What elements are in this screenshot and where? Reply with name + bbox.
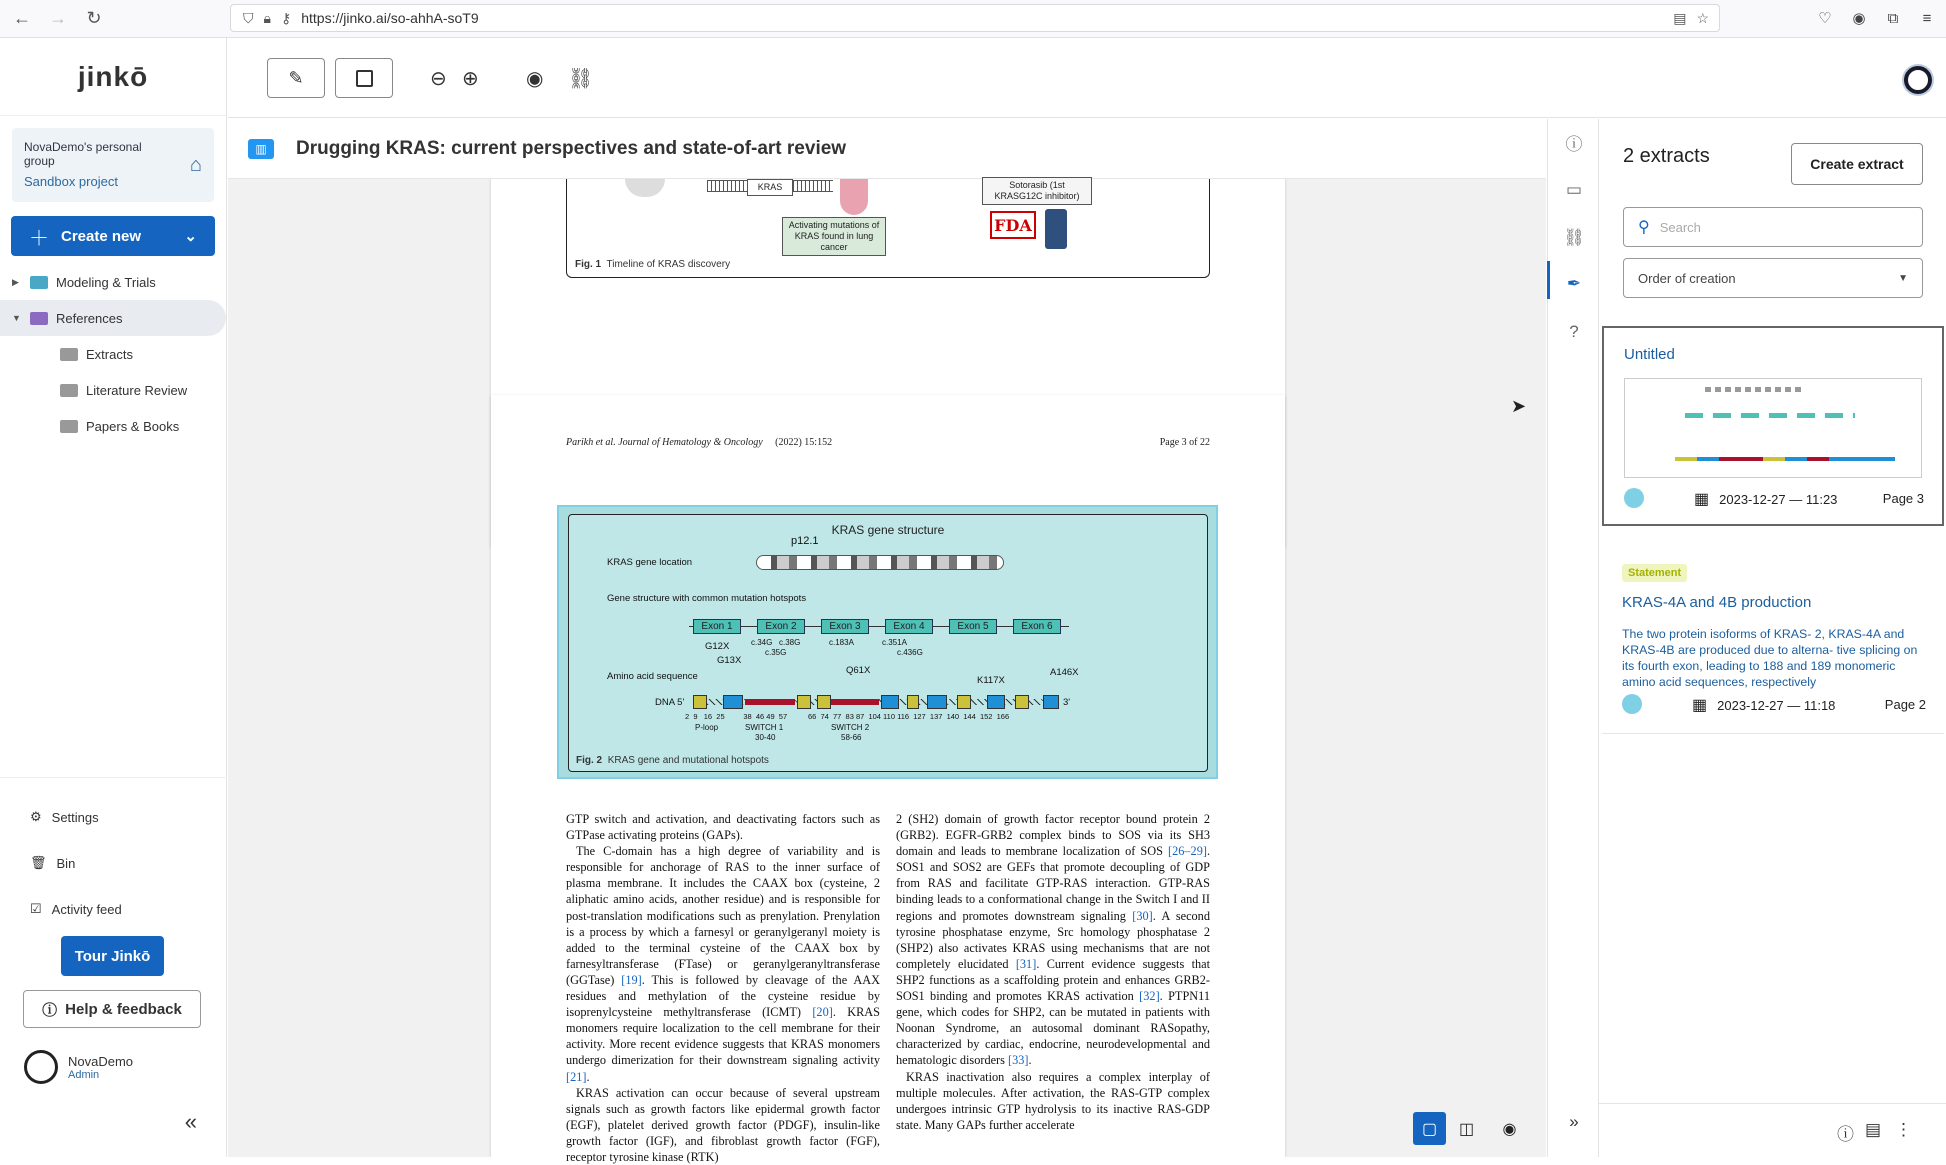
dna3-label: 3' bbox=[1063, 697, 1071, 708]
select-area-button[interactable] bbox=[335, 58, 393, 98]
exon-box: Exon 4 bbox=[885, 619, 933, 634]
citation-link[interactable]: [20] bbox=[812, 1005, 833, 1020]
search-icon: ⚲ bbox=[1638, 219, 1650, 236]
structure-label: Gene structure with common mutation hotspots bbox=[607, 593, 807, 604]
expand-panel-icon[interactable]: » bbox=[1569, 1112, 1579, 1131]
caption-label: Fig. 2 bbox=[576, 755, 603, 766]
user-role: Admin bbox=[68, 1068, 100, 1081]
hotspot-label: K117X bbox=[977, 675, 1005, 686]
question-icon: ⓘ bbox=[42, 1001, 58, 1019]
alpha1-box bbox=[723, 695, 743, 709]
citation-link[interactable]: [21] bbox=[566, 1069, 587, 1084]
text-run: . Current evidence suggests that SHP2 functions as a scaffolding protein and enhances GRB2-SOS1 binding and promotes KRAS activation bbox=[896, 956, 1211, 1004]
tree-item-modeling[interactable] bbox=[0, 264, 226, 300]
more-vertical-icon[interactable]: ⋮ bbox=[1895, 1120, 1912, 1139]
tree-item-label: References bbox=[56, 310, 123, 326]
status-dot bbox=[1622, 694, 1642, 714]
switch2-label: SWITCH 2 bbox=[831, 723, 870, 732]
forward-icon[interactable]: → bbox=[49, 8, 67, 28]
browser-toolbar bbox=[0, 0, 1946, 38]
search-input[interactable] bbox=[1623, 207, 1923, 247]
pocket-icon[interactable]: ♡ bbox=[1818, 10, 1832, 27]
settings-label: Settings bbox=[51, 809, 99, 825]
tree-item-extracts[interactable] bbox=[0, 336, 226, 372]
mutation-label: c.183A bbox=[829, 638, 854, 647]
project-name[interactable]: Sandbox project bbox=[24, 174, 118, 189]
switch2-bar bbox=[825, 699, 879, 705]
bin-link[interactable] bbox=[0, 840, 227, 886]
bookmark-star-icon[interactable]: ☆ bbox=[1696, 9, 1709, 26]
extract-date bbox=[1694, 489, 1837, 509]
page-number: Page 3 of 22 bbox=[1159, 437, 1210, 448]
url-text: https://jinko.ai/so-ahhA-soT9 bbox=[301, 10, 479, 26]
ploop-label: P-loop bbox=[695, 723, 719, 732]
document-titlebar bbox=[228, 119, 1546, 179]
thumb-exon-row bbox=[1685, 413, 1855, 418]
home-icon[interactable]: ⌂ bbox=[189, 154, 202, 176]
shield-icon: ⛉ bbox=[243, 9, 254, 26]
zoom-in-icon[interactable]: ⊕ bbox=[462, 68, 479, 90]
citation-link[interactable]: [31] bbox=[1015, 956, 1037, 971]
p121-label: p12.1 bbox=[791, 535, 819, 547]
create-new-button[interactable] bbox=[11, 216, 215, 256]
extract-card[interactable] bbox=[1602, 534, 1944, 734]
text-run: . PTPN11 gene, which codes for SHP2, can be mutated in patients with Noonan Syndrome, an autosomal dominant RASopathy, characterized by cardiac, endocrine, neurodevelopmental and hematologic disorders bbox=[896, 989, 1211, 1068]
caption-label: Fig. 1 bbox=[575, 259, 602, 270]
annotate-pen-button[interactable]: ✎ bbox=[267, 58, 325, 98]
lungs-image bbox=[840, 179, 868, 215]
status-dot bbox=[1624, 488, 1644, 508]
user-profile[interactable] bbox=[0, 1050, 227, 1084]
create-extract-button[interactable]: Create extract bbox=[1791, 143, 1923, 185]
extract-date bbox=[1692, 695, 1835, 715]
extract-title: Untitled bbox=[1624, 346, 1675, 363]
tree-item-label: Papers & Books bbox=[86, 418, 180, 434]
sidebar bbox=[0, 38, 227, 1157]
folder-icon bbox=[60, 420, 78, 433]
square-icon bbox=[356, 70, 373, 87]
chevron-down-icon[interactable]: ⌄ bbox=[184, 228, 197, 245]
hotspot-label: Q61X bbox=[846, 665, 871, 676]
hotspot-label: A146X bbox=[1050, 667, 1079, 678]
figure-title: KRAS gene structure bbox=[831, 523, 945, 537]
text-column-right bbox=[896, 811, 1210, 1133]
dropdown-arrow-icon: ▼ bbox=[1898, 272, 1908, 284]
text-run: . A second tyrosine phosphatase enzyme, Src homology phosphatase 2 (SHP2) also activates KRAS using mechanisms that are not completely elucidated bbox=[896, 908, 1210, 971]
switch2-range: 58-66 bbox=[841, 733, 862, 742]
extract-card[interactable] bbox=[1602, 326, 1944, 526]
activity-icon: ☑ bbox=[30, 901, 42, 916]
kras-tag: KRAS bbox=[747, 179, 793, 196]
jinko-logo[interactable]: jinkō bbox=[0, 38, 226, 116]
plus-icon: ＋ bbox=[29, 227, 49, 250]
figure-2 bbox=[568, 514, 1208, 772]
position-labels: 2 9 16 25 38 46 49 57 66 74 77 83 87 104 110 116 127 137 140 144 152 166 bbox=[685, 712, 1010, 721]
drug-bottle-image bbox=[1045, 209, 1067, 249]
beta2-box bbox=[797, 695, 811, 709]
text-run: The C-domain has a high degree of variability and is responsible for anchorage of RAS to the inner surface of plasma membrane. It includes the CAAX box (cysteine, 2 aliphatic amino acids, another residue) and is responsible for post-translation modifications such as prenylation. Prenylation is a process by which a farnesyl or geranylgeranyl moiety is added to the terminal cysteine of the CAAX box by farnesyltransferase (FTase) or geranylgeranyltransferase (GGTase) bbox=[566, 844, 880, 987]
tree-item-label: Literature Review bbox=[86, 382, 188, 398]
text-run: 2 (SH2) domain of growth factor receptor bound protein 2 (GRB2). EGFR-GRB2 complex binds to SOS via its SH3 domain and leads to membrane localization of SOS bbox=[896, 812, 1210, 859]
bin-label: Bin bbox=[56, 855, 76, 871]
folder-icon bbox=[60, 348, 78, 361]
date-text: 2023-12-27 — 11:23 bbox=[1719, 491, 1838, 507]
caret-right-icon[interactable]: ▶ bbox=[12, 276, 19, 287]
settings-link[interactable] bbox=[0, 794, 227, 840]
info-icon[interactable]: ⓘ bbox=[1837, 1125, 1854, 1144]
beta4-box bbox=[907, 695, 919, 709]
exon-box: Exon 5 bbox=[949, 619, 997, 634]
extract-page: Page 2 bbox=[1884, 697, 1926, 712]
panel-icon-rail bbox=[1547, 119, 1599, 1157]
exon-box: Exon 3 bbox=[821, 619, 869, 634]
chromosome-ideogram bbox=[756, 555, 1004, 570]
extract-title: KRAS-4A and 4B production bbox=[1622, 594, 1812, 611]
panel-footer bbox=[1599, 1103, 1946, 1157]
switch1-bar bbox=[745, 699, 795, 705]
key-icon: ⚷ bbox=[280, 9, 292, 26]
folder-icon bbox=[30, 312, 48, 325]
caption-text: Timeline of KRAS discovery bbox=[606, 259, 731, 270]
citation: Parikh et al. Journal of Hematology & Oncology bbox=[566, 437, 763, 448]
switch1-range: 30-40 bbox=[755, 733, 776, 742]
document-title: Drugging KRAS: current perspectives and state-of-art review bbox=[296, 137, 847, 159]
link-icon[interactable]: ⛓ bbox=[1563, 228, 1585, 247]
activity-label: Activity feed bbox=[51, 901, 122, 917]
help-feedback-button[interactable] bbox=[23, 990, 201, 1028]
extract-thumbnail bbox=[1624, 378, 1922, 478]
project-tree bbox=[0, 264, 226, 444]
mutation-label: c.34G bbox=[751, 638, 773, 647]
page-header bbox=[566, 437, 1210, 448]
folder-icon bbox=[60, 384, 78, 397]
search-placeholder: Search bbox=[1659, 219, 1701, 235]
citation-year: (2022) 15:152 bbox=[775, 437, 833, 448]
fda-approved-logo: FDA bbox=[990, 211, 1036, 239]
thumb-aa-bar bbox=[1675, 457, 1895, 461]
user-name: NovaDemo bbox=[68, 1053, 134, 1069]
document-icon[interactable]: ▤ bbox=[1865, 1120, 1882, 1139]
text-run: . KRAS monomers require localization to the cell membrane for their activity. More recent evidence suggests that KRAS monomers undergo dimerization for their downstream signaling activity bbox=[566, 1005, 881, 1068]
hotspot-label: G13X bbox=[717, 655, 742, 666]
tree-item-label: Modeling & Trials bbox=[56, 274, 156, 290]
switch1-label: SWITCH 1 bbox=[745, 723, 784, 732]
hotspot-label: G12X bbox=[705, 641, 730, 652]
thumb-chromosome bbox=[1705, 387, 1805, 392]
text-run: . SOS1 and SOS2 are GEFs that promote decoupling of GDP from RAS and facilitate GTP-RAS interaction. GTP-RAS binding leads to a conformational change in the Switch I and II regions and promotes downstream signaling bbox=[896, 844, 1211, 923]
lock-icon: 🔒︎ bbox=[263, 9, 271, 26]
citation-link[interactable]: [33] bbox=[1008, 1053, 1029, 1068]
figure-2-caption bbox=[576, 755, 769, 766]
tour-button[interactable]: Tour Jinkō bbox=[61, 936, 164, 976]
exon-box: Exon 6 bbox=[1013, 619, 1061, 634]
account-icon[interactable]: ◉ bbox=[1852, 10, 1866, 27]
mutation-label: c.35G bbox=[765, 648, 787, 657]
text-run: . bbox=[1028, 1053, 1032, 1068]
dna5-label: DNA 5' bbox=[655, 697, 685, 708]
reader-icon[interactable]: ▤ bbox=[1673, 9, 1687, 26]
order-select[interactable] bbox=[1623, 258, 1923, 298]
back-icon[interactable]: ← bbox=[13, 8, 31, 28]
tree-item-literature-review[interactable] bbox=[0, 372, 226, 408]
active-tab-indicator bbox=[1547, 261, 1550, 299]
group-card[interactable] bbox=[12, 128, 214, 202]
tree-item-papers-books[interactable] bbox=[0, 408, 226, 444]
alpha2-box bbox=[881, 695, 899, 709]
extracts-count: 2 extracts bbox=[1623, 145, 1710, 167]
mutation-label: c.351A bbox=[882, 638, 907, 647]
exon-line bbox=[689, 626, 1069, 627]
tree-item-references[interactable] bbox=[0, 300, 226, 336]
activity-feed-link[interactable] bbox=[0, 886, 227, 932]
paragraph: KRAS activation can occur because of several upstream signals such as growth factors like epidermal growth factor (EGF), platelet derived growth factor (PDGF), insulin-like growth factor (IGF), and fibroblast growth factor (FGF), receptor tyrosine kinase (RTK) bbox=[566, 1085, 880, 1164]
comment-icon[interactable]: ▭ bbox=[1565, 180, 1583, 199]
eye-icon[interactable]: ◉ bbox=[1502, 1120, 1517, 1138]
help-label: Help & feedback bbox=[65, 1000, 182, 1018]
figure-1 bbox=[566, 179, 1210, 278]
extract-page: Page 3 bbox=[1882, 491, 1924, 506]
mutation-label: c.436G bbox=[897, 648, 923, 657]
exon-box: Exon 2 bbox=[757, 619, 805, 634]
sidebar-footer bbox=[0, 777, 227, 1157]
citation-link[interactable]: [30] bbox=[1132, 908, 1153, 923]
tree-item-label: Extracts bbox=[86, 346, 133, 362]
help-icon[interactable]: ? bbox=[1569, 322, 1579, 341]
extracts-panel bbox=[1599, 119, 1946, 1157]
document-toolbar bbox=[228, 38, 1946, 118]
badge-text: Statement bbox=[1628, 567, 1682, 579]
calendar-icon: ▦ bbox=[1694, 491, 1710, 508]
exon-box: Exon 1 bbox=[693, 619, 741, 634]
activating-mutations-label: Activating mutations of KRAS found in lung cancer bbox=[782, 217, 886, 256]
paragraph: GTP switch and activation, and deactivating factors such as GTPase activating proteins (GAPs). bbox=[566, 812, 880, 843]
mutation-label: c.38G bbox=[779, 638, 801, 647]
extract-pen-icon[interactable]: ✒ bbox=[1566, 274, 1582, 293]
aa-label: Amino acid sequence bbox=[607, 671, 698, 682]
location-label: KRAS gene location bbox=[607, 557, 693, 568]
address-bar[interactable] bbox=[230, 4, 1720, 32]
reload-icon[interactable]: ↻ bbox=[86, 8, 102, 28]
group-name: NovaDemo's personal group bbox=[24, 140, 142, 168]
info-icon[interactable]: ⓘ bbox=[1565, 134, 1583, 154]
dna-strand bbox=[707, 180, 747, 192]
citation-link[interactable]: [26–29] bbox=[1168, 844, 1207, 859]
beta6-box bbox=[1015, 695, 1029, 709]
link-icon[interactable]: ⛓ bbox=[568, 68, 594, 90]
citation-link[interactable]: [32] bbox=[1139, 989, 1160, 1004]
user-status-icon[interactable] bbox=[1904, 66, 1932, 94]
mouse-cursor-icon: ➤ bbox=[1511, 396, 1527, 416]
extensions-icon[interactable]: ⧉ bbox=[1887, 9, 1899, 27]
book-icon: ▥ bbox=[248, 139, 274, 159]
statement-badge bbox=[1622, 564, 1687, 582]
avatar bbox=[24, 1050, 58, 1084]
mouse-image bbox=[625, 179, 665, 197]
alpha4-box bbox=[987, 695, 1005, 709]
alpha3-box bbox=[927, 695, 947, 709]
menu-icon[interactable]: ≡ bbox=[1922, 9, 1932, 27]
dna-strand bbox=[793, 180, 833, 192]
trash-icon: 🗑︎ bbox=[30, 855, 47, 870]
paragraph bbox=[896, 811, 1210, 1069]
alpha5-box bbox=[1043, 695, 1059, 709]
citation-link[interactable]: [19] bbox=[621, 972, 642, 987]
date-text: 2023-12-27 — 11:18 bbox=[1717, 697, 1836, 713]
extract-description: The two protein isoforms of KRAS- 2, KRAS-4A and KRAS-4B are produced due to alterna- tive splicing on its fourth exon, leading to 188 and 189 monomeric amino acid sequences, respectively bbox=[1622, 627, 1918, 689]
order-value: Order of creation bbox=[1638, 270, 1736, 286]
text-column-left bbox=[566, 811, 880, 1165]
collapse-sidebar-icon[interactable]: « bbox=[184, 1109, 197, 1134]
caret-down-icon[interactable]: ▼ bbox=[12, 313, 21, 323]
calendar-icon: ▦ bbox=[1692, 697, 1708, 714]
two-page-view-button[interactable]: ◫ bbox=[1458, 1120, 1475, 1138]
beta3-box bbox=[817, 695, 831, 709]
text-run: . bbox=[586, 1069, 590, 1084]
eye-icon[interactable]: ◉ bbox=[526, 68, 544, 90]
caption-text: KRAS gene and mutational hotspots bbox=[607, 755, 769, 766]
beta5-box bbox=[957, 695, 971, 709]
beta1-box bbox=[693, 695, 707, 709]
figure-2-highlight[interactable] bbox=[557, 505, 1218, 779]
paragraph bbox=[566, 843, 880, 1084]
single-page-view-button[interactable]: ▢ bbox=[1413, 1112, 1446, 1145]
text-run: . This is followed by cleavage of the AAX residues and methylation of the cysteine residue by isoprenylcysteine methyltransferase (ICMT) bbox=[566, 972, 881, 1020]
folder-icon bbox=[30, 276, 48, 289]
zoom-out-icon[interactable]: ⊖ bbox=[430, 68, 447, 90]
figure-1-caption bbox=[575, 259, 730, 270]
paragraph: KRAS inactivation also requires a complex interplay of multiple molecules. After activation, the RAS-GTP complex undergoes intrinsic GTP hydrolysis to its inactive RAS-GDP state. Many GAPs further accelerate bbox=[896, 1069, 1210, 1132]
view-mode-controls bbox=[1413, 1112, 1526, 1145]
sotorasib-label: Sotorasib (1st KRASG12C inhibitor) bbox=[982, 177, 1092, 205]
gear-icon: ⚙ bbox=[30, 809, 42, 824]
create-new-label: Create new bbox=[61, 227, 142, 245]
